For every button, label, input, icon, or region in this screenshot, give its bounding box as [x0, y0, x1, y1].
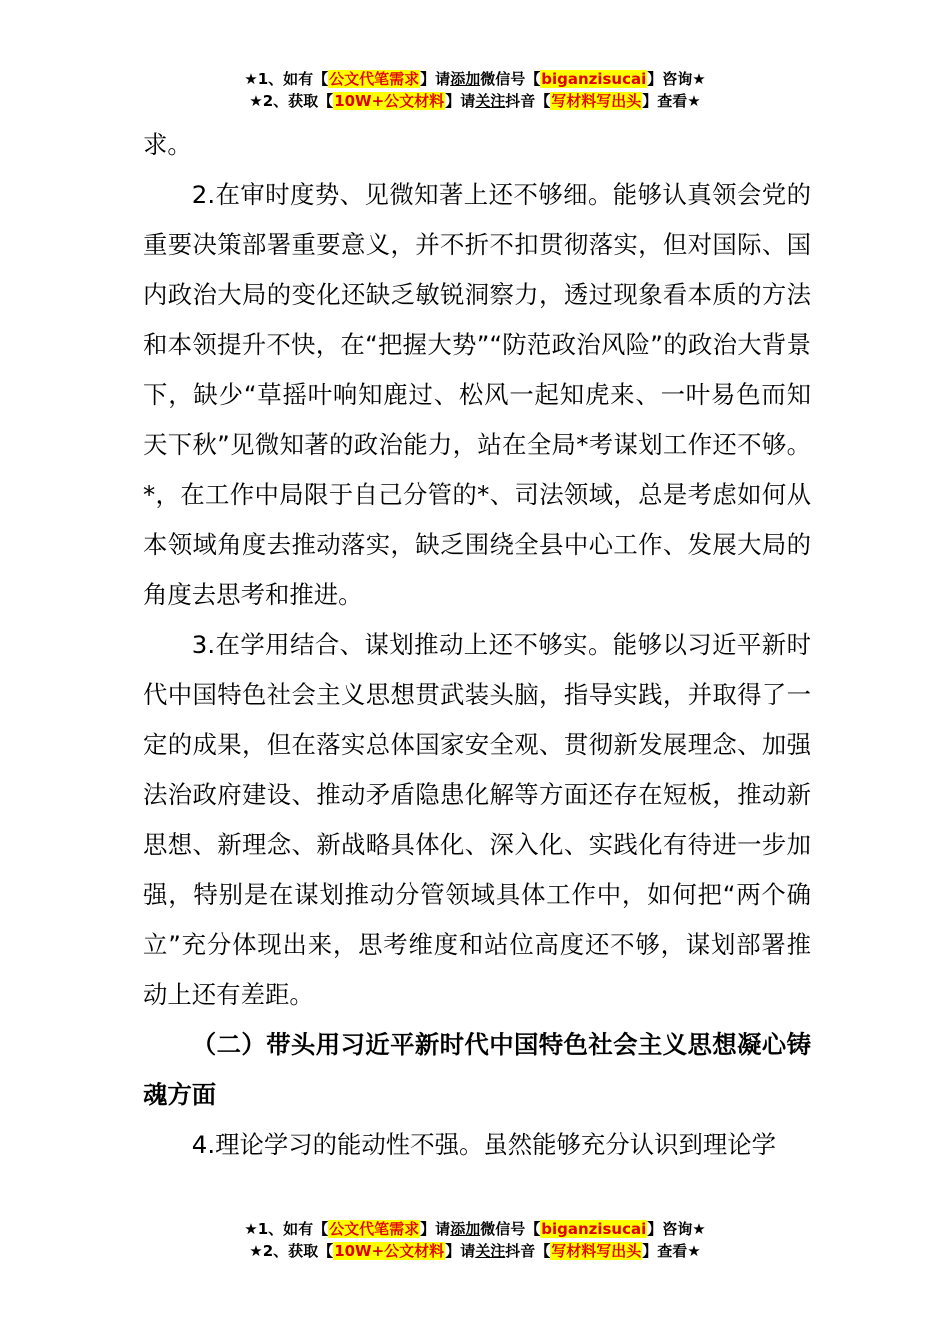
banner-line-2: ★2、获取【10W+公文材料】请关注抖音【写材料写出头】查看★ [249, 92, 701, 110]
highlight-service: 公文代笔需求 [329, 1220, 420, 1238]
highlight-douyin: 写材料写出头 [551, 1242, 642, 1260]
paragraph-item-2: 2.在审时度势、见微知著上还不够细。能够认真领会党的重要决策部署重要意义，并不折不扣贯彻落实，但对国际、国内政治大局的变化还缺乏敏锐洞察力，透过现象看本质的方法和本领提升不快，在“把握大势”“防范政治风险”的政治大背景下，缺少“草摇叶响知鹿过、松风一起知虎来、一叶易色而知天下秋”见微知著的政治能力，站在全局*考谋划工作还不够。*，在工作中局限于自己分管的*、司法领域，总是考虑如何从本领域角度去推动落实，缺乏围绕全县中心工作、发展大局的角度去思考和推进。 [143, 180, 811, 609]
highlight-wechat-id: biganzisucai [541, 70, 647, 88]
paragraph-item-3: 3.在学用结合、谋划推动上还不够实。能够以习近平新时代中国特色社会主义思想贯武装头脑，指导实践，并取得了一定的成果，但在落实总体国家安全观、贯彻新发展理念、加强法治政府建设、推动矛盾隐患化解等方面还存在短板，推动新思想、新理念、新战略具体化、深入化、实践化有待进一步加强，特别是在谋划推动分管领域具体工作中，如何把“两个确立”充分体现出来，思考维度和站位高度还不够，谋划部署推动上还有差距。 [143, 630, 811, 1009]
banner-line-1: ★1、如有【公文代笔需求】请添加微信号【biganzisucai】咨询★ [244, 70, 706, 88]
highlight-douyin: 写材料写出头 [551, 92, 642, 110]
footer-line-2: ★2、获取【10W+公文材料】请关注抖音【写材料写出头】查看★ [249, 1242, 701, 1260]
header-banner [0, 68, 950, 112]
highlight-wechat-id: biganzisucai [541, 1220, 647, 1238]
document-body [143, 120, 811, 1170]
highlight-materials: 10W+公文材料 [334, 1242, 445, 1260]
footer-line-1: ★1、如有【公文代笔需求】请添加微信号【biganzisucai】咨询★ [244, 1220, 706, 1238]
paragraph-item-4: 4.理论学习的能动性不强。虽然能够充分认识到理论学 [191, 1130, 777, 1159]
section-heading: （二）带头用习近平新时代中国特色社会主义思想凝心铸魂方面 [143, 1030, 811, 1109]
paragraph-continuation: 求。 [143, 130, 192, 159]
highlight-service: 公文代笔需求 [329, 70, 420, 88]
footer-banner [0, 1218, 950, 1262]
highlight-materials: 10W+公文材料 [334, 92, 445, 110]
